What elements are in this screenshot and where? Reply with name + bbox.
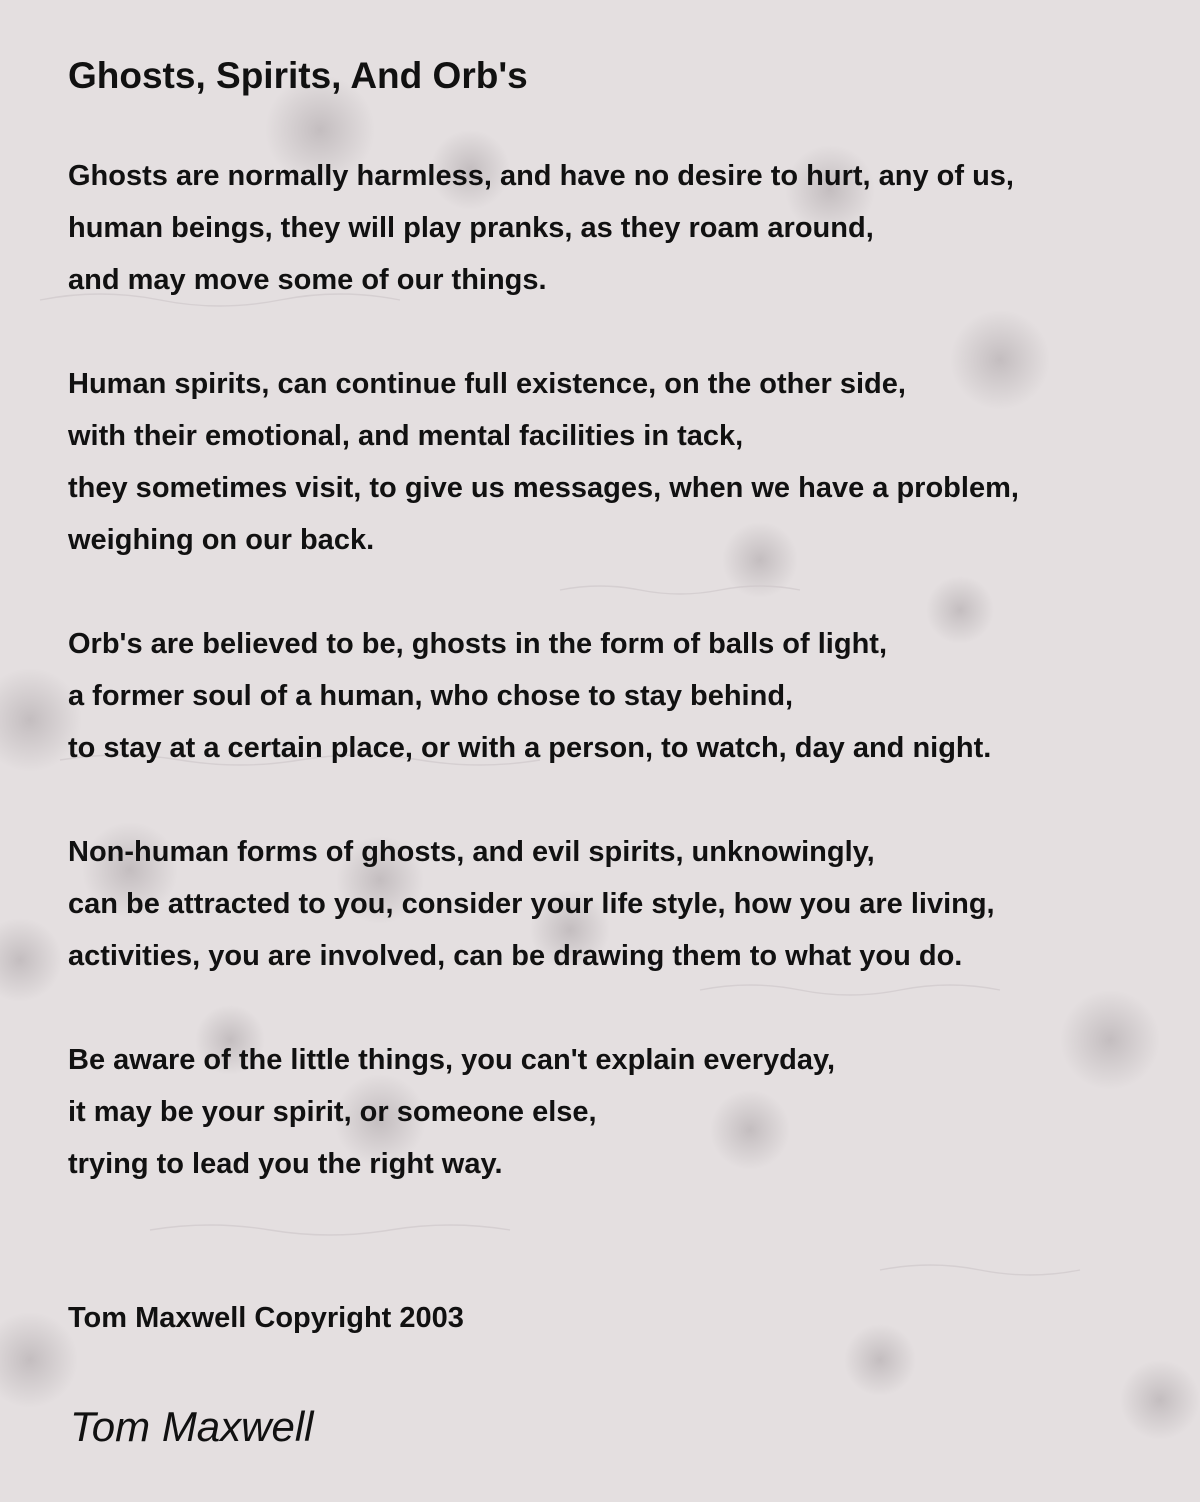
poem-line: with their emotional, and mental facilities in tack, xyxy=(68,420,744,452)
poem-line: Ghosts are normally harmless, and have no desire to hurt, any of us, xyxy=(68,160,1014,192)
poem-line: a former soul of a human, who chose to stay behind, xyxy=(68,680,794,712)
author-signature: Tom Maxwell xyxy=(70,1403,314,1450)
poem-line: it may be your spirit, or someone else, xyxy=(68,1096,597,1128)
poem-line: weighing on our back. xyxy=(68,524,375,556)
poem-line: activities, you are involved, can be drawing them to what you do. xyxy=(68,940,963,972)
poem-line: trying to lead you the right way. xyxy=(68,1148,503,1180)
poem-line: to stay at a certain place, or with a person, to watch, day and night. xyxy=(68,732,992,764)
poem-content xyxy=(68,52,1178,1242)
poem-line: Be aware of the little things, you can't explain everyday, xyxy=(68,1044,836,1076)
stanza-4 xyxy=(68,826,1178,982)
stanza-2 xyxy=(68,358,1178,566)
poem-line: Human spirits, can continue full existence, on the other side, xyxy=(68,368,906,400)
stanza-1 xyxy=(68,150,1178,306)
poem-line: can be attracted to you, consider your life style, how you are living, xyxy=(68,888,995,920)
stanza-3 xyxy=(68,618,1178,774)
poem-line: Non-human forms of ghosts, and evil spirits, unknowingly, xyxy=(68,836,875,868)
stanza-5 xyxy=(68,1034,1178,1190)
poem-line: Orb's are believed to be, ghosts in the form of balls of light, xyxy=(68,628,887,660)
poem-line: and may move some of our things. xyxy=(68,264,547,296)
copyright-notice: Tom Maxwell Copyright 2003 xyxy=(68,1302,464,1334)
poem-line: human beings, they will play pranks, as they roam around, xyxy=(68,212,874,244)
poem-line: they sometimes visit, to give us messages, when we have a problem, xyxy=(68,472,1019,504)
poem-title: Ghosts, Spirits, And Orb's xyxy=(68,55,528,96)
